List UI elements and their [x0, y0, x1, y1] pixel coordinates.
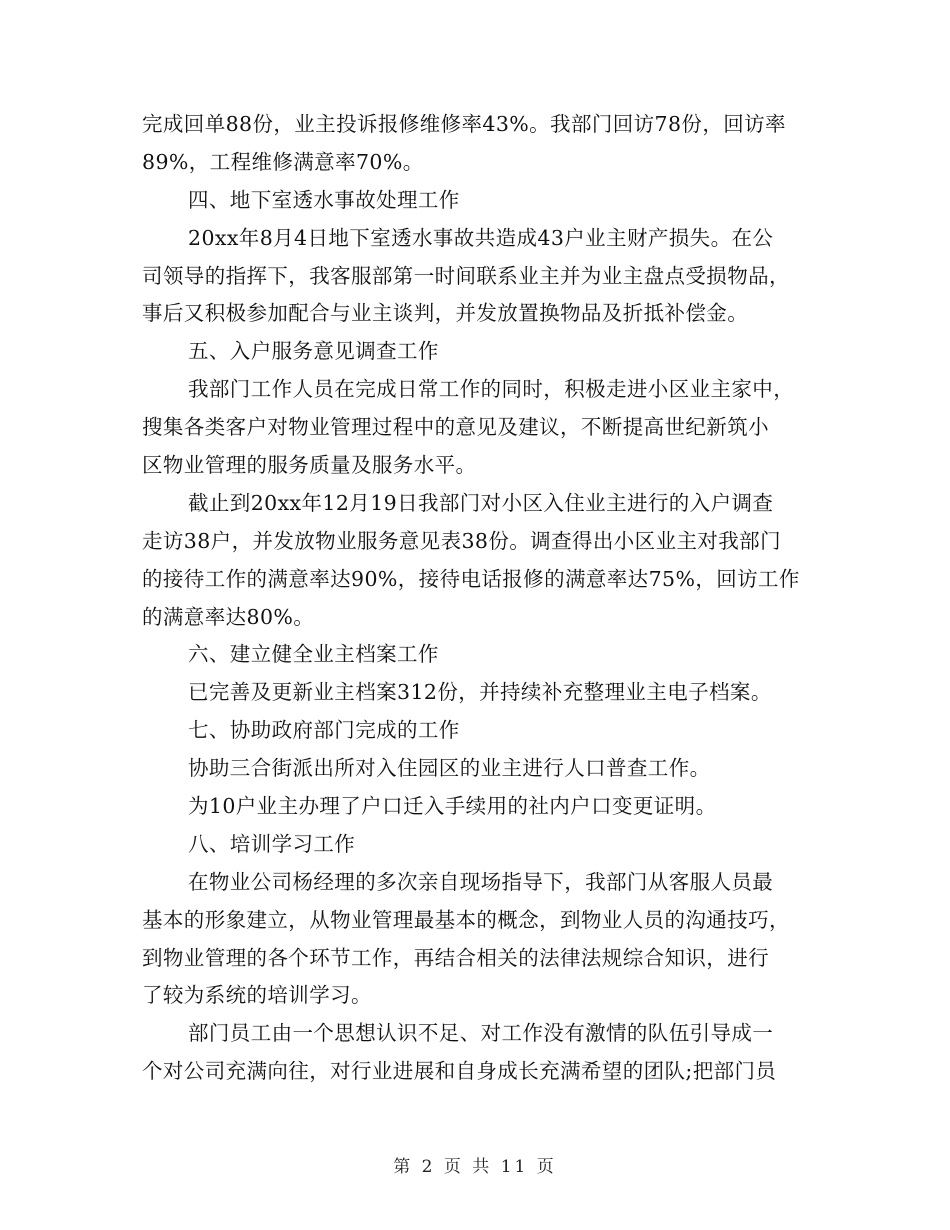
- paragraph-line: 的满意率达80%。: [142, 604, 315, 629]
- paragraph-line: 协助三合街派出所对入住园区的业主进行人口普查工作。: [188, 756, 711, 781]
- page-number-footer: 第 2 页 共 11 页: [393, 1157, 557, 1177]
- paragraph-line: 为10户业主办理了户口迁入手续用的社内户口变更证明。: [188, 794, 717, 819]
- section-heading: 四、地下室透水事故处理工作: [188, 187, 460, 212]
- paragraph-line: 完成回单88份，业主投诉报修维修率43%。我部门回访78份，回访率: [142, 112, 786, 136]
- paragraph-line: 已完善及更新业主档案312份，并持续补充整理业主电子档案。: [188, 680, 772, 705]
- paragraph-line: 我部门工作人员在完成日常工作的同时，积极走进小区业主家中，: [188, 377, 795, 402]
- paragraph-line: 了较为系统的培训学习。: [142, 983, 372, 1008]
- section-heading: 五、入户服务意见调查工作: [188, 339, 439, 364]
- paragraph-line: 截止到20xx年12月19日我部门对小区入住业主进行的入户调查: [188, 490, 774, 515]
- section-heading: 六、建立健全业主档案工作: [188, 642, 439, 667]
- paragraph-line: 走访38户，并发放物业服务意见表38份。调查得出小区业主对我部门: [142, 528, 781, 553]
- paragraph-line: 个对公司充满向往，对行业进展和自身成长充满希望的团队;把部门员: [142, 1059, 777, 1084]
- paragraph-line: 在物业公司杨经理的多次亲自现场指导下，我部门从客服人员最: [188, 869, 774, 894]
- document-body: [142, 106, 810, 1091]
- paragraph-line: 司领导的指挥下，我客服部第一时间联系业主并为业主盘点受损物品，: [142, 263, 790, 288]
- paragraph-line: 20xx年8月4日地下室透水事故共造成43户业主财产损失。在公: [188, 225, 774, 250]
- paragraph-line: 事后又积极参加配合与业主谈判，并发放置换物品及折抵补偿金。: [142, 301, 749, 326]
- paragraph-line: 的接待工作的满意率达90%，接待电话报修的满意率达75%，回访工作: [142, 566, 800, 591]
- paragraph-line: 到物业管理的各个环节工作，再结合相关的法律法规综合知识，进行: [142, 945, 769, 970]
- paragraph-line: 基本的形象建立，从物业管理最基本的概念，到物业人员的沟通技巧，: [142, 907, 790, 932]
- paragraph-line: 区物业管理的服务质量及服务水平。: [142, 453, 477, 478]
- section-heading: 七、协助政府部门完成的工作: [188, 718, 460, 743]
- section-heading: 八、培训学习工作: [188, 831, 356, 856]
- paragraph-line: 搜集各类客户对物业管理过程中的意见及建议，不断提高世纪新筑小: [142, 415, 769, 440]
- paragraph-line: 89%，工程维修满意率70%。: [142, 149, 424, 174]
- paragraph-line: 部门员工由一个思想认识不足、对工作没有激情的队伍引导成一: [188, 1021, 774, 1046]
